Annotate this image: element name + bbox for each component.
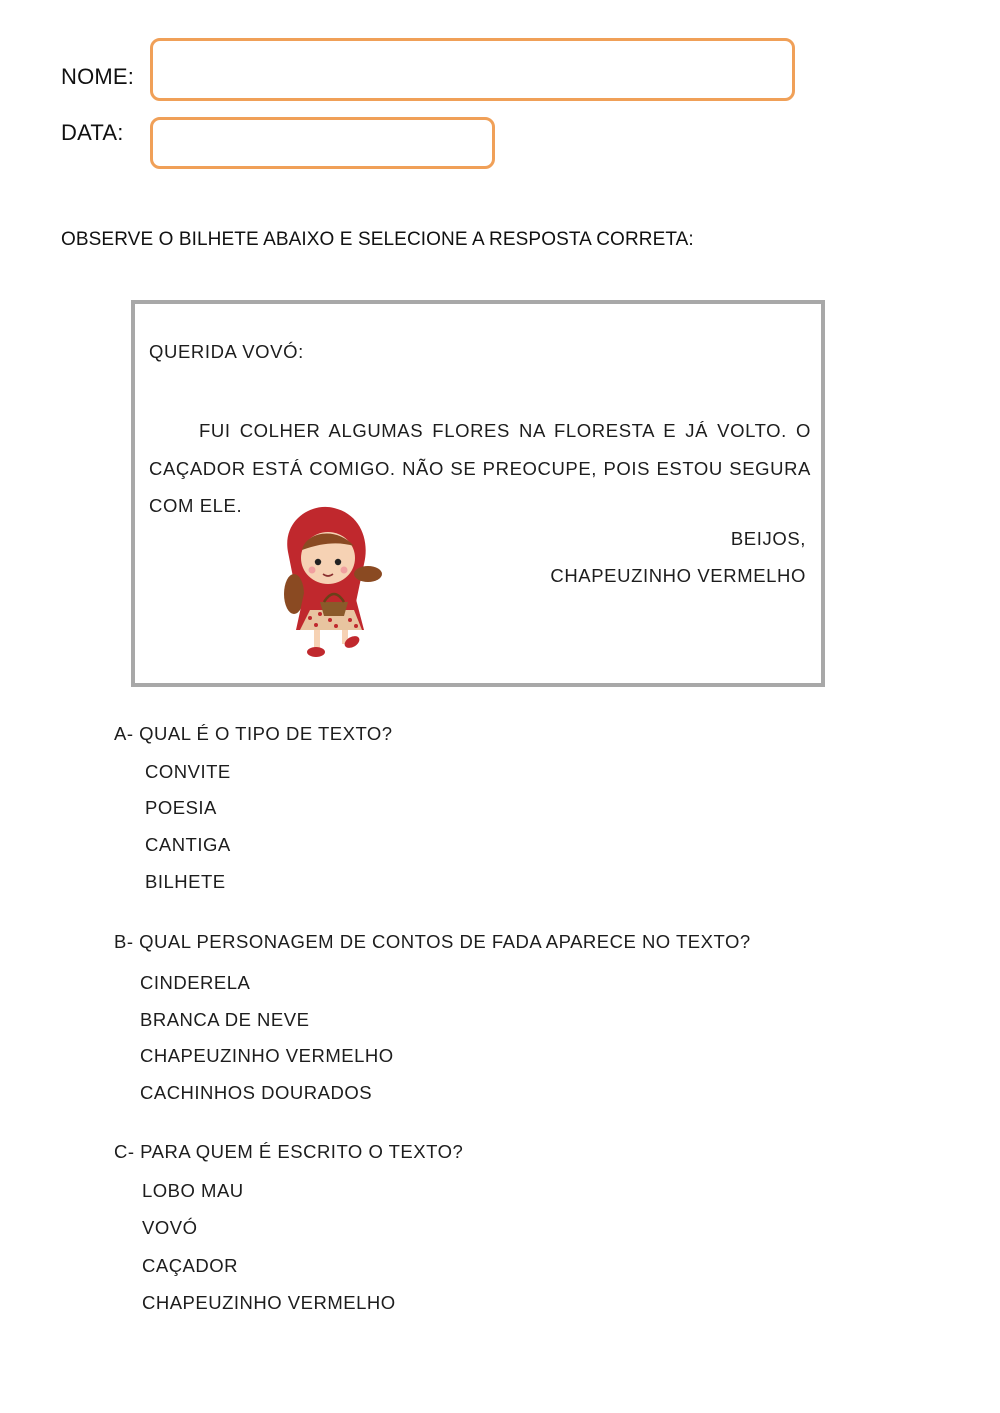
- question-c-option[interactable]: CHAPEUZINHO VERMELHO: [142, 1292, 396, 1313]
- question-a-option[interactable]: CONVITE: [145, 761, 231, 782]
- question-c-option[interactable]: CAÇADOR: [142, 1255, 239, 1276]
- question-c-option[interactable]: VOVÓ: [142, 1217, 198, 1238]
- note-body: FUI COLHER ALGUMAS FLORES NA FLORESTA E JÁ VOLTO. O CAÇADOR ESTÁ COMIGO. NÃO SE PREOCUPE, POIS ESTOU SEGURA COM ELE.: [149, 420, 811, 516]
- name-input[interactable]: [150, 38, 795, 101]
- date-label: DATA:: [61, 120, 124, 145]
- question-c-option[interactable]: LOBO MAU: [142, 1180, 244, 1201]
- little-red-riding-hood-icon: [276, 502, 386, 667]
- note-signature: CHAPEUZINHO VERMELHO: [550, 565, 806, 586]
- question-a-option[interactable]: BILHETE: [145, 871, 226, 892]
- question-a-option[interactable]: POESIA: [145, 797, 217, 818]
- date-input[interactable]: [150, 117, 495, 169]
- question-c-label: C- PARA QUEM É ESCRITO O TEXTO?: [114, 1141, 464, 1162]
- question-a-option[interactable]: CANTIGA: [145, 834, 231, 855]
- question-b-label: B- QUAL PERSONAGEM DE CONTOS DE FADA APARECE NO TEXTO?: [114, 931, 751, 952]
- note-greeting: QUERIDA VOVÓ:: [149, 341, 304, 362]
- instruction-text: OBSERVE O BILHETE ABAIXO E SELECIONE A RESPOSTA CORRETA:: [61, 229, 694, 250]
- question-b-option[interactable]: CHAPEUZINHO VERMELHO: [140, 1045, 394, 1066]
- name-label: NOME:: [61, 64, 135, 89]
- question-b-option[interactable]: CINDERELA: [140, 972, 251, 993]
- note-card: [131, 300, 825, 687]
- question-b-option[interactable]: BRANCA DE NEVE: [140, 1009, 310, 1030]
- note-closing: BEIJOS,: [730, 528, 806, 549]
- question-a-label: A- QUAL É O TIPO DE TEXTO?: [114, 723, 393, 744]
- question-b-option[interactable]: CACHINHOS DOURADOS: [140, 1082, 373, 1103]
